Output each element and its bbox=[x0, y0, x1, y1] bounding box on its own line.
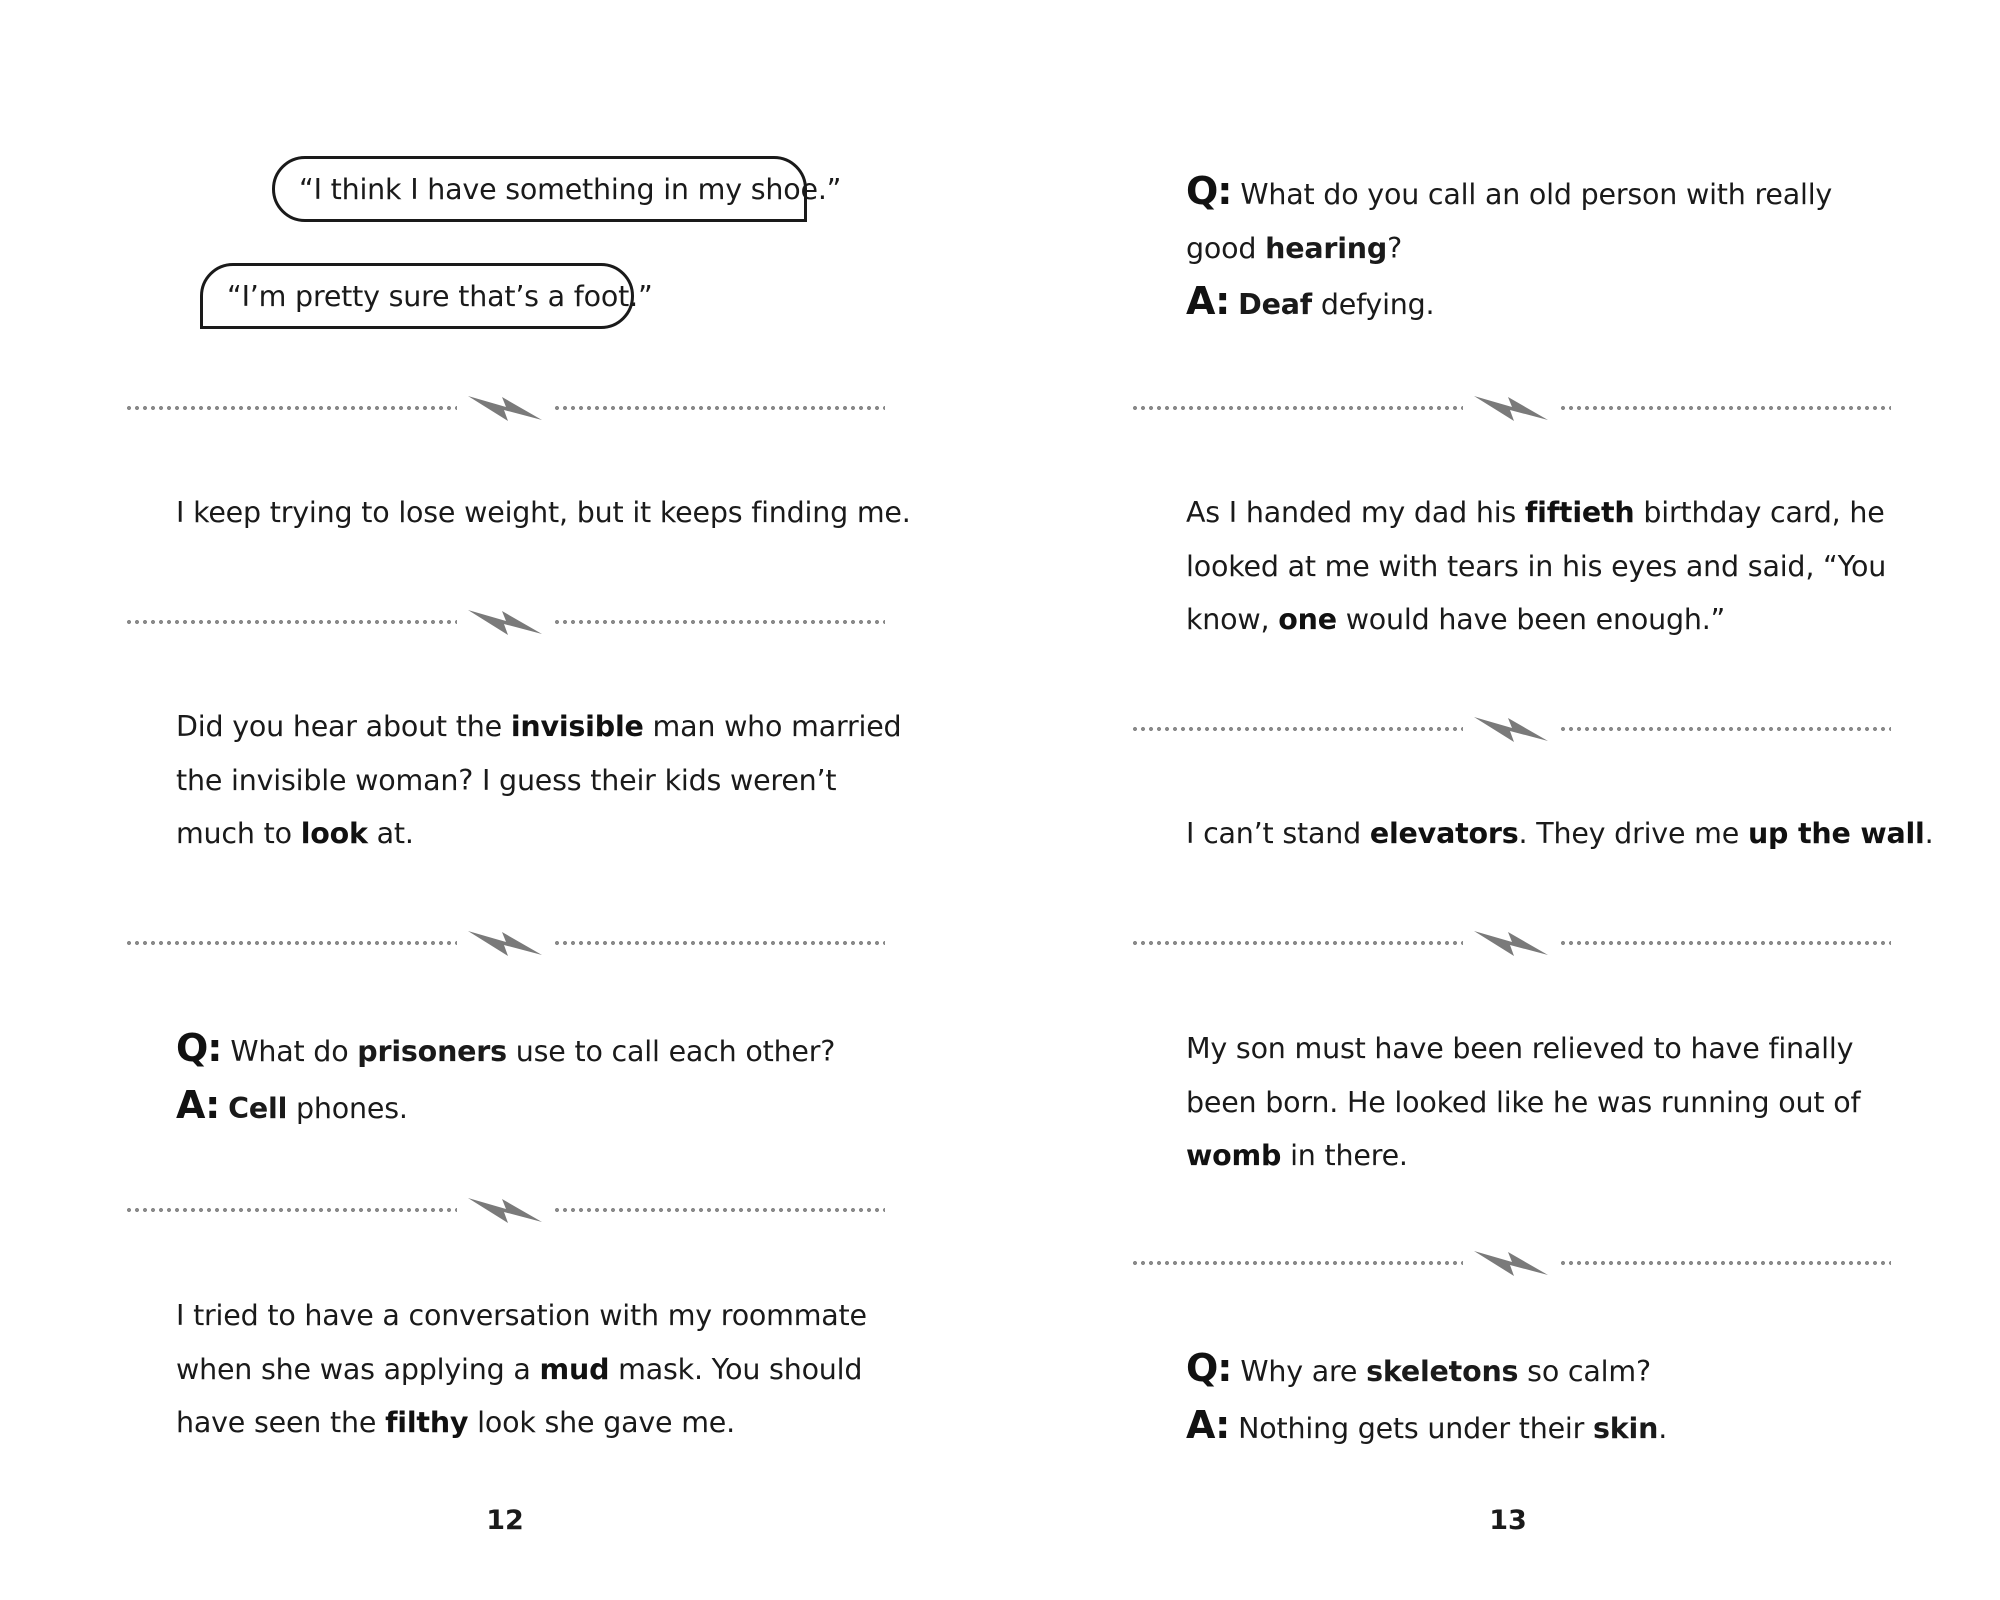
lightning-bolt-icon bbox=[466, 604, 544, 640]
bold-word: up the wall bbox=[1747, 817, 1925, 850]
bold-word: Deaf bbox=[1238, 288, 1312, 321]
bold-word: fiftieth bbox=[1524, 496, 1635, 529]
lightning-bolt-icon bbox=[466, 925, 544, 961]
joke-prisoners: Q: What do prisoners use to call each other? A: Cell phones. bbox=[176, 1026, 836, 1127]
separator bbox=[1131, 1243, 1891, 1283]
bold-word: womb bbox=[1186, 1139, 1282, 1172]
separator bbox=[1131, 709, 1891, 749]
lightning-bolt-icon bbox=[466, 1192, 544, 1228]
page-number: 13 bbox=[1489, 1505, 1527, 1536]
bold-word: filthy bbox=[385, 1406, 469, 1439]
dotted-rule bbox=[1559, 941, 1891, 945]
lightning-bolt-icon bbox=[1472, 925, 1550, 961]
page-number: 12 bbox=[486, 1505, 524, 1536]
dotted-rule bbox=[125, 620, 457, 624]
dotted-rule bbox=[1559, 727, 1891, 731]
dotted-rule bbox=[553, 941, 885, 945]
q-label: Q: bbox=[1186, 1346, 1232, 1390]
dotted-rule bbox=[125, 1208, 457, 1212]
bold-word: hearing bbox=[1265, 231, 1388, 265]
bold-word: invisible bbox=[510, 710, 644, 743]
lightning-bolt-icon bbox=[466, 390, 544, 426]
joke-mud: I tried to have a conversation with my roommate when she was applying a mud mask. You should have seen the filthy look she gave me. bbox=[176, 1299, 867, 1439]
dotted-rule bbox=[1559, 406, 1891, 410]
dotted-rule bbox=[125, 406, 457, 410]
bold-word: one bbox=[1278, 603, 1337, 636]
separator bbox=[125, 923, 885, 963]
dotted-rule bbox=[1131, 1261, 1463, 1265]
bold-word: skin bbox=[1593, 1411, 1659, 1445]
bold-word: elevators bbox=[1369, 817, 1519, 850]
bold-word: look bbox=[300, 817, 368, 850]
joke-hearing: Q: What do you call an old person with really good hearing? A: Deaf defying. bbox=[1186, 169, 1833, 323]
dotted-rule bbox=[1131, 406, 1463, 410]
bold-word: skeletons bbox=[1366, 1355, 1519, 1388]
separator bbox=[1131, 388, 1891, 428]
bold-word: mud bbox=[539, 1352, 610, 1386]
dotted-rule bbox=[553, 620, 885, 624]
separator bbox=[125, 1190, 885, 1230]
a-label: A: bbox=[176, 1082, 220, 1127]
q-label: Q: bbox=[176, 1026, 222, 1070]
q-label: Q: bbox=[1186, 169, 1232, 213]
joke-weight: I keep trying to lose weight, but it keeps finding me. bbox=[176, 496, 911, 529]
joke-card: As I handed my dad his fiftieth birthday card, he looked at me with tears in his eyes and said, “You know, one would have been enough.” bbox=[1186, 496, 1887, 636]
dotted-rule bbox=[553, 406, 885, 410]
joke-womb: My son must have been relieved to have finally been born. He looked like he was running out of womb in there. bbox=[1186, 1032, 1861, 1172]
bold-word: Cell bbox=[228, 1091, 288, 1125]
dotted-rule bbox=[1559, 1261, 1891, 1265]
dotted-rule bbox=[553, 1208, 885, 1212]
separator bbox=[1131, 923, 1891, 963]
dotted-rule bbox=[125, 941, 457, 945]
joke-skeletons: Q: Why are skeletons so calm? A: Nothing gets under their skin. bbox=[1186, 1346, 1668, 1447]
joke-invisible: Did you hear about the invisible man who married the invisible woman? I guess their kids weren’t much to look at. bbox=[176, 710, 902, 850]
right-page bbox=[1000, 0, 2000, 1600]
a-label: A: bbox=[1186, 1402, 1230, 1447]
speech-bubble-foot: “I’m pretty sure that’s a foot.” bbox=[200, 263, 634, 329]
lightning-bolt-icon bbox=[1472, 1245, 1550, 1281]
lightning-bolt-icon bbox=[1472, 390, 1550, 426]
dotted-rule bbox=[1131, 941, 1463, 945]
lightning-bolt-icon bbox=[1472, 711, 1550, 747]
joke-elevators: I can’t stand elevators. They drive me up the wall. bbox=[1186, 817, 1934, 850]
speech-bubble-shoe: “I think I have something in my shoe.” bbox=[272, 156, 807, 222]
a-label: A: bbox=[1186, 279, 1230, 323]
dotted-rule bbox=[1131, 727, 1463, 731]
bold-word: prisoners bbox=[357, 1035, 507, 1068]
separator bbox=[125, 602, 885, 642]
separator bbox=[125, 388, 885, 428]
